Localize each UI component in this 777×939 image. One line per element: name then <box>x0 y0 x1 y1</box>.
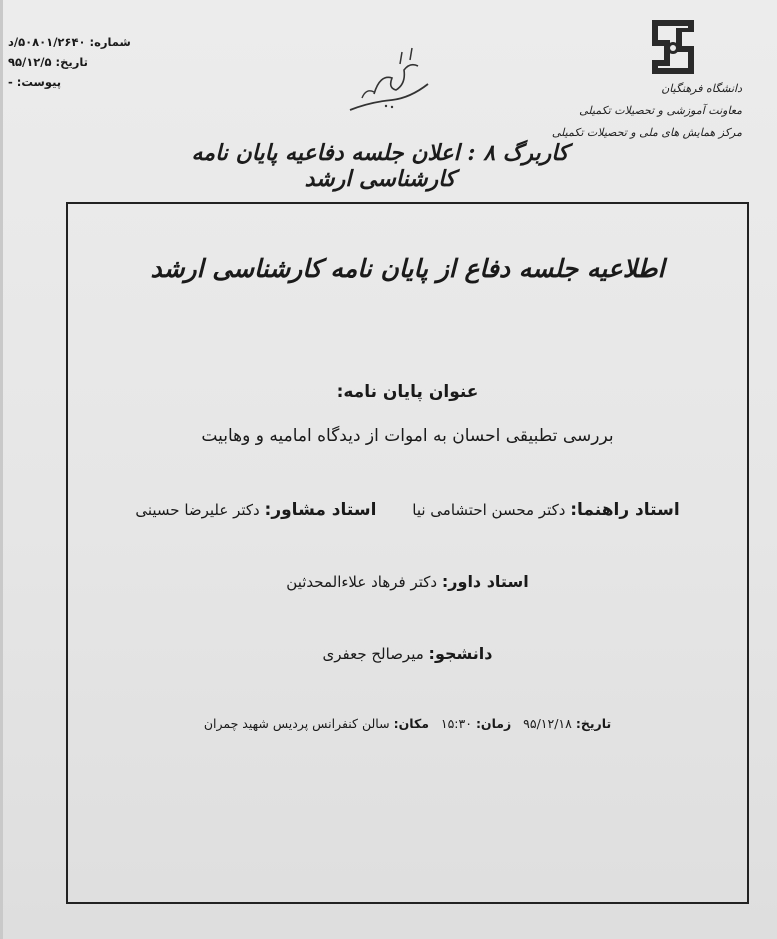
university-center: مرکز همایش های ملی و تحصیلات تکمیلی <box>551 126 742 139</box>
notice-heading: اطلاعیه جلسه دفاع از پایان نامه کارشناسی ارشد <box>150 254 665 283</box>
session-time-label: زمان: <box>475 716 512 731</box>
attachment-label: پیوست: <box>16 75 62 89</box>
session-details-line <box>68 716 747 731</box>
thesis-title-label: عنوان پایان نامه: <box>336 382 479 402</box>
letter-metadata <box>8 32 168 92</box>
student-name: میرصالح جعفری <box>322 645 424 663</box>
letter-date-row <box>8 52 168 72</box>
letter-number-label: شماره: <box>89 35 131 49</box>
attachment-value: - <box>8 75 13 89</box>
session-date-value: ۹۵/۱۲/۱۸ <box>523 716 572 731</box>
referee-line <box>68 572 747 591</box>
referee-name: دکتر فرهاد علاءالمحدثین <box>286 573 438 591</box>
advisor-name: دکتر علیرضا حسینی <box>135 501 260 519</box>
page-edge-shadow <box>0 0 3 939</box>
thesis-title: بررسی تطبیقی احسان به اموات از دیدگاه امامیه و وهابیت <box>201 426 614 446</box>
session-place-label: مکان: <box>393 716 429 731</box>
referee-label: استاد داور: <box>441 572 529 591</box>
form-title: کاربرگ ۸ : اعلان جلسه دفاعیه پایان نامه کارشناسی ارشد <box>191 140 569 192</box>
student-label: دانشجو: <box>428 644 493 663</box>
session-date-label: تاریخ: <box>575 716 612 731</box>
university-name: دانشگاه فرهنگیان <box>661 82 742 95</box>
session-time-value: ۱۵:۳۰ <box>440 716 472 731</box>
university-deputy: معاونت آموزشی و تحصیلات تکمیلی <box>579 104 742 117</box>
advisor-label: استاد مشاور: <box>264 500 377 520</box>
letter-date-label: تاریخ: <box>55 55 88 69</box>
university-logo-icon <box>648 12 698 76</box>
supervisors-line <box>68 500 747 520</box>
university-header <box>552 78 742 144</box>
supervisor-name: دکتر محسن احتشامی نیا <box>412 501 566 519</box>
supervisor-group <box>407 501 679 519</box>
student-line <box>68 644 747 663</box>
defense-notice-box <box>66 202 749 904</box>
attachment-row <box>8 72 168 92</box>
supervisor-label: استاد راهنما: <box>570 500 680 520</box>
session-place-value: سالن کنفرانس پردیس شهید چمران <box>203 716 390 731</box>
advisor-group <box>135 501 376 519</box>
letter-number-row <box>8 32 168 52</box>
basmala-signature <box>340 44 440 124</box>
letter-date-value: ۹۵/۱۲/۵ <box>8 55 52 69</box>
letter-number-value: ۵۰۸۰۱/۲۶۴۰/د <box>8 35 86 49</box>
